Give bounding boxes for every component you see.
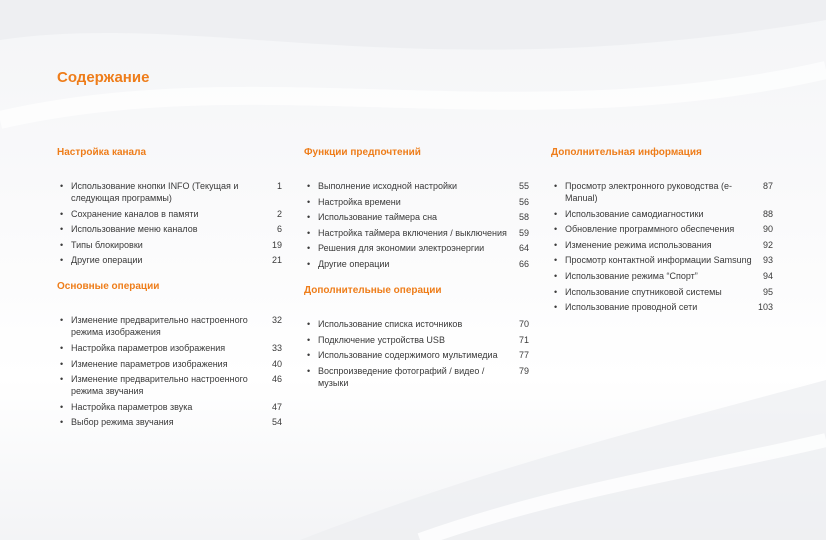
page-number: 93	[762, 255, 773, 266]
toc-item[interactable]: • Сохранение каналов в памяти 2	[60, 208, 282, 219]
section-title-additional-info: Дополнительная информация	[551, 147, 702, 158]
page-number: 87	[762, 181, 773, 191]
section-title-additional-operations: Дополнительные операции	[304, 284, 442, 296]
toc-item[interactable]: • Использование меню каналов 6	[60, 224, 282, 235]
toc-item[interactable]: • Настройка времени 56	[307, 196, 529, 207]
toc-section	[304, 284, 529, 389]
toc-item[interactable]: • Использование таймера сна 58	[307, 212, 529, 223]
section-title-basic-operations: Основные операции	[57, 281, 160, 293]
page-number: 21	[271, 255, 282, 266]
toc-item[interactable]: • Изменение предварительно настроенного режима звучания 46	[60, 374, 282, 397]
toc-item[interactable]: • Использование спутниковой системы 95	[554, 286, 773, 297]
toc-item[interactable]: • Обновление программного обеспечения 90	[554, 224, 773, 235]
page-number: 59	[518, 227, 529, 238]
toc-section	[304, 146, 529, 270]
section-title-channel-setup: Настройка канала	[57, 147, 147, 158]
toc-item[interactable]: • Изменение параметров изображения 40	[60, 358, 282, 369]
toc-item[interactable]: • Использование режима “Спорт” 94	[554, 270, 773, 281]
toc-item[interactable]: • Использование содержимого мультимедиа 77	[307, 350, 529, 361]
toc-item[interactable]: • Использование проводной сети 103	[554, 302, 773, 313]
toc-item[interactable]: • Изменение предварительно настроенного режима изображения 32	[60, 315, 282, 338]
toc-item[interactable]: • Воспроизведение фотографий / видео / музыки 79	[307, 365, 529, 388]
toc-item[interactable]: • Выбор режима звучания 54	[60, 417, 282, 428]
toc-item[interactable]: • Изменение режима использования 92	[554, 239, 773, 250]
page-number: 1	[276, 181, 282, 191]
page-number: 55	[518, 181, 529, 191]
toc-item[interactable]: • Другие операции 66	[307, 258, 529, 269]
page-number: 66	[518, 258, 529, 269]
toc-column-2	[304, 146, 529, 392]
page-number: 33	[271, 342, 282, 353]
toc-column-1	[57, 146, 282, 432]
page-number: 94	[762, 270, 773, 281]
toc-column-3	[551, 146, 773, 317]
page-number: 19	[271, 239, 282, 250]
page-number: 32	[271, 315, 282, 326]
page-number: 46	[271, 374, 282, 385]
page-number: 40	[271, 358, 282, 369]
page-number: 70	[518, 318, 529, 329]
page-number: 90	[762, 224, 773, 235]
page-number: 95	[762, 286, 773, 297]
toc-section	[57, 280, 282, 428]
toc-item[interactable]: • Подключение устройства USB 71	[307, 334, 529, 345]
toc-item[interactable]: • Решения для экономии электроэнергии 64	[307, 243, 529, 254]
page-number: 64	[518, 243, 529, 254]
page-number: 2	[276, 208, 282, 219]
toc-item[interactable]: • Просмотр контактной информации Samsung 93	[554, 255, 773, 266]
page-number: 79	[518, 365, 529, 376]
page-number: 47	[271, 401, 282, 412]
toc-item[interactable]: • Настройка таймера включения / выключения 59	[307, 227, 529, 238]
toc-section	[551, 146, 773, 313]
page-number: 88	[762, 208, 773, 219]
toc-section	[57, 146, 282, 266]
page-number: 58	[518, 212, 529, 223]
toc-item[interactable]: • Настройка параметров звука 47	[60, 401, 282, 412]
page-number: 77	[518, 350, 529, 361]
section-title-preference-features: Функции предпочтений	[304, 147, 421, 158]
page-number: 71	[518, 334, 529, 345]
toc-item[interactable]: • Использование списка источников 70	[307, 318, 529, 329]
page-number: 54	[271, 417, 282, 428]
page-title: Содержание	[57, 69, 150, 86]
toc-item[interactable]: • Просмотр электронного руководства (e-Manual) 87	[554, 181, 773, 203]
toc-item[interactable]: • Использование кнопки INFO (Текущая и следующая программы) 1	[60, 181, 282, 203]
page-number: 92	[762, 239, 773, 250]
toc-item[interactable]: • Типы блокировки 19	[60, 239, 282, 250]
page-number: 56	[518, 196, 529, 207]
toc-item[interactable]: • Использование самодиагностики 88	[554, 208, 773, 219]
page-number: 103	[757, 302, 773, 313]
toc-item[interactable]: • Выполнение исходной настройки 55	[307, 181, 529, 191]
toc-item[interactable]: • Настройка параметров изображения 33	[60, 342, 282, 353]
page-number: 6	[276, 224, 282, 235]
toc-item[interactable]: • Другие операции 21	[60, 255, 282, 266]
